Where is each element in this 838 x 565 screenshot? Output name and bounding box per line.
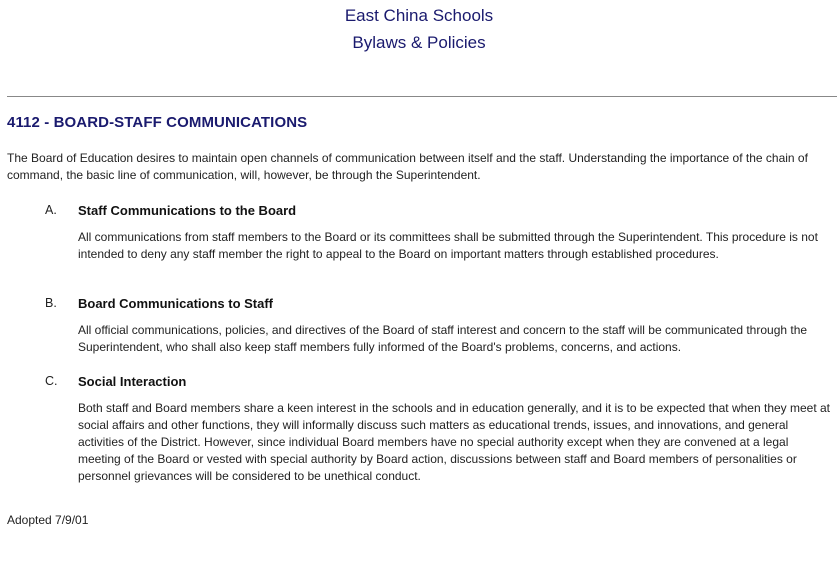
policy-title: 4112 - BOARD-STAFF COMMUNICATIONS — [7, 114, 308, 131]
header-divider — [7, 96, 837, 97]
section-body: All official communications, policies, and directives of the Board of staff interest and concern to the staff will be communicated through the Superintendent, who shall also keep staff members fully informed of the Board's problems, concerns, and actions. — [78, 323, 808, 354]
document-type: Bylaws & Policies — [352, 33, 486, 52]
page-header — [0, 0, 838, 56]
policy-intro: The Board of Education desires to maintain open channels of communication between itself and the staff. Understanding the importance of the chain of command, the basic line of communication, will, however, be through the Superintendent. — [7, 151, 808, 182]
section-letter: A. — [45, 203, 57, 217]
adoption-date: Adopted 7/9/01 — [7, 513, 89, 527]
section-letter: B. — [45, 296, 57, 310]
district-name: East China Schools — [344, 6, 494, 25]
section-heading: Social Interaction — [78, 374, 187, 389]
section-letter: C. — [45, 374, 58, 388]
section-body: All communications from staff members to the Board or its committees shall be submitted through the Superintendent. This procedure is not intended to deny any staff member the right to appeal to the Board on important matters through established procedures. — [78, 230, 818, 261]
section-heading: Board Communications to Staff — [78, 296, 274, 311]
section-body: Both staff and Board members share a keen interest in the schools and in education generally, and it is to be expected that when they meet at social affairs and other functions, they will informally discuss such matters as educational trends, issues, and innovations, and general activities of the District. However, since individual Board members have no special authority except when they are convened at a legal meeting of the Board or vested with special authority by Board action, discussions between staff and Board members of personalities or personnel grievances will be considered to be unethical conduct. — [78, 401, 831, 483]
section-heading: Staff Communications to the Board — [78, 203, 297, 218]
